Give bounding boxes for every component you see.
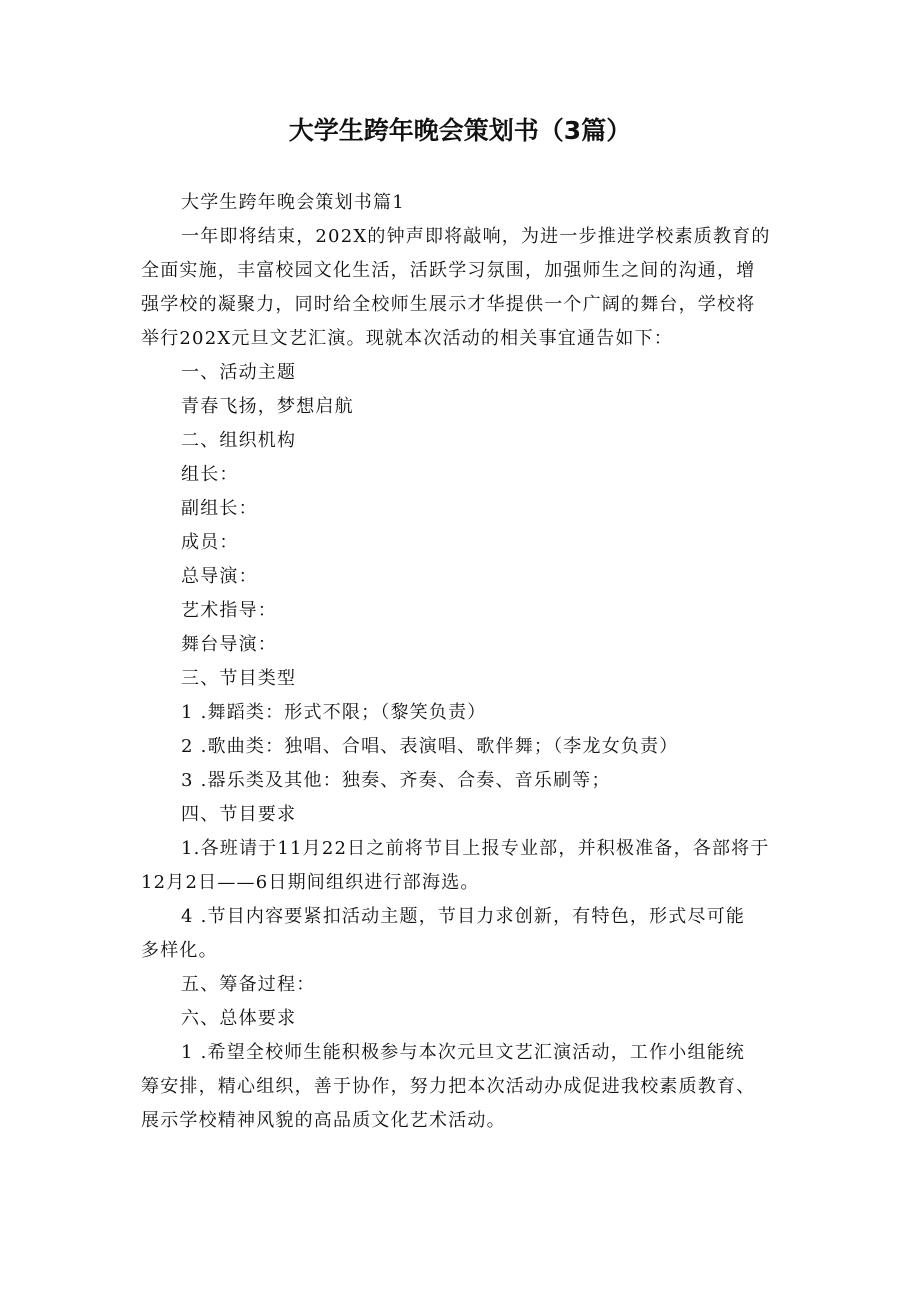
document-paragraph: 成员： — [181, 532, 239, 553]
document-paragraph: 大学生跨年晚会策划书篇1 — [181, 192, 405, 213]
document-paragraph: 展示学校精神风貌的高品质文化艺术活动。 — [141, 1110, 506, 1131]
document-paragraph: 一、活动主题 — [181, 362, 297, 383]
document-paragraph: 艺术指导： — [181, 600, 277, 621]
document-paragraph: 2 .歌曲类：独唱、合唱、表演唱、歌伴舞；（李龙女负责） — [181, 736, 679, 757]
document-paragraph: 六、总体要求 — [181, 1008, 297, 1029]
document-paragraph: 12月2日——6日期间组织进行部海选。 — [141, 872, 480, 893]
document-paragraph: 二、组织机构 — [181, 430, 297, 451]
document-paragraph: 强学校的凝聚力，同时给全校师生展示才华提供一个广阔的舞台，学校将 — [141, 294, 756, 315]
document-paragraph: 青春飞扬，梦想启航 — [181, 396, 354, 417]
document-paragraph: 举行202X元旦文艺汇演。现就本次活动的相关事宜通告如下： — [141, 328, 673, 349]
document-paragraph: 3 .器乐类及其他：独奏、齐奏、合奏、音乐刷等； — [181, 770, 611, 791]
document-paragraph: 副组长： — [181, 498, 258, 519]
document-paragraph: 1 .希望全校师生能积极参与本次元旦文艺汇演活动，工作小组能统 — [181, 1042, 746, 1063]
document-paragraph: 组长： — [181, 464, 239, 485]
document-paragraph: 筹安排，精心组织，善于协作，努力把本次活动办成促进我校素质教育、 — [141, 1076, 756, 1097]
document-paragraph: 全面实施，丰富校园文化生活，活跃学习氛围，加强师生之间的沟通，增 — [141, 260, 756, 281]
document-paragraph: 五、筹备过程： — [181, 974, 316, 995]
document-body — [141, 186, 781, 1138]
document-title: 大学生跨年晚会策划书（3篇） — [288, 116, 632, 145]
document-paragraph: 四、节目要求 — [181, 804, 297, 825]
document-paragraph: 1.各班请于11月22日之前将节目上报专业部，并积极准备，各部将于 — [181, 838, 770, 859]
document-paragraph: 三、节目类型 — [181, 668, 297, 689]
document-paragraph: 一年即将结束，202X的钟声即将敲响，为进一步推进学校素质教育的 — [181, 226, 771, 247]
document-paragraph: 多样化。 — [141, 940, 218, 961]
document-paragraph: 4 .节目内容要紧扣活动主题，节目力求创新，有特色，形式尽可能 — [181, 906, 746, 927]
document-paragraph: 1 .舞蹈类：形式不限；（黎笑负责） — [181, 702, 487, 723]
document-paragraph: 总导演： — [181, 566, 258, 587]
document-paragraph: 舞台导演： — [181, 634, 277, 655]
